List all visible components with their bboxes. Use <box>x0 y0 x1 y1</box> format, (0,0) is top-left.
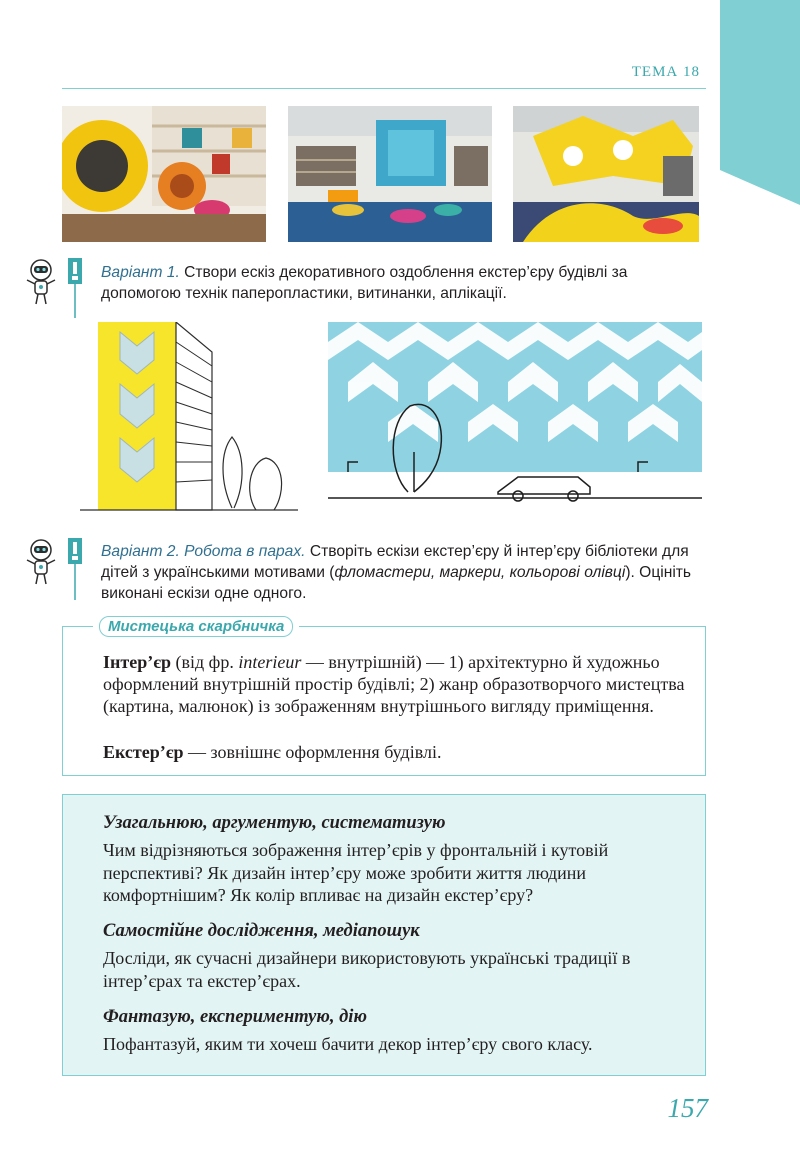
art-treasury-box <box>62 618 706 776</box>
header-rule <box>62 88 706 89</box>
summary-heading-2: Самостійне дослідження, медіапошук <box>103 921 420 941</box>
variant-2-task: Варіант 2. Робота в парах. Створіть ескізи екстер’єру й інтер’єру бібліотеки для дітей з українськими мотивами (фломастери, маркери, кольорові олівці). Оцініть виконані ескізи одне одного. <box>101 543 692 602</box>
materials-list: фломастери, маркери, кольорові олівці <box>334 564 626 581</box>
exterior-term: Екстер’єр <box>103 742 184 762</box>
robot-mascot-icon <box>24 258 58 306</box>
summary-box <box>62 794 706 1076</box>
interior-term: Інтер’єр <box>103 652 172 672</box>
summary-text-1: Чим відрізняються зображення інтер’єрів у фронтальній і кутовій перспективі? Як дизайн інтер’єру може зробити життя людини комфортнішим? Як колір впливає на дизайн екстер’єру? <box>103 840 609 905</box>
summary-heading-1: Узагальнюю, аргументую, систематизую <box>103 813 446 833</box>
variant-1-label: Варіант 1. <box>101 264 180 281</box>
treasury-title: Мистецька скарбничка <box>99 616 293 637</box>
page-number: 157 <box>667 1093 708 1123</box>
summary-text-3: Пофантазуй, яким ти хочеш бачити декор інтер’єру свого класу. <box>103 1034 593 1054</box>
library-interior-photo-3 <box>513 106 699 242</box>
variant-1-text: Створи ескіз декоративного оздоблення екстер’єру будівлі за допомогою технік папеpопластики, витинанки, аплікації. <box>101 264 628 302</box>
variant-2-label: Варіант 2. Робота в парах. <box>101 543 306 560</box>
library-interior-photo-1 <box>62 106 266 242</box>
robot-mascot-icon-2 <box>24 538 58 586</box>
variant-1-task <box>101 262 701 304</box>
corner-tab-decoration <box>720 0 800 205</box>
task-marker-icon-2 <box>68 538 82 600</box>
building-facade-sketch <box>80 322 298 512</box>
library-interior-photo-2 <box>288 106 492 242</box>
interior-definition: Інтер’єр (від фр. interieur — внутрішній) — 1) архітектурно й художньо оформлений внутрішній простір будівлі; 2) жанр образотворчого мистецтва (картина, малюнок) із зображенням внутрішнього вигляду приміщення. <box>103 652 685 716</box>
papercut-facade-sketch <box>328 322 702 508</box>
topic-label: ТЕМА 18 <box>631 64 700 80</box>
task-marker-icon <box>68 258 82 320</box>
exterior-definition: Екстер’єр — зовнішнє оформлення будівлі. <box>103 742 442 762</box>
summary-text-2: Досліди, як сучасні дизайнери використовують українські традиції в інтер’єрах та екстер’єрах. <box>103 948 631 991</box>
summary-heading-3: Фантазую, експериментую, дію <box>103 1007 367 1027</box>
